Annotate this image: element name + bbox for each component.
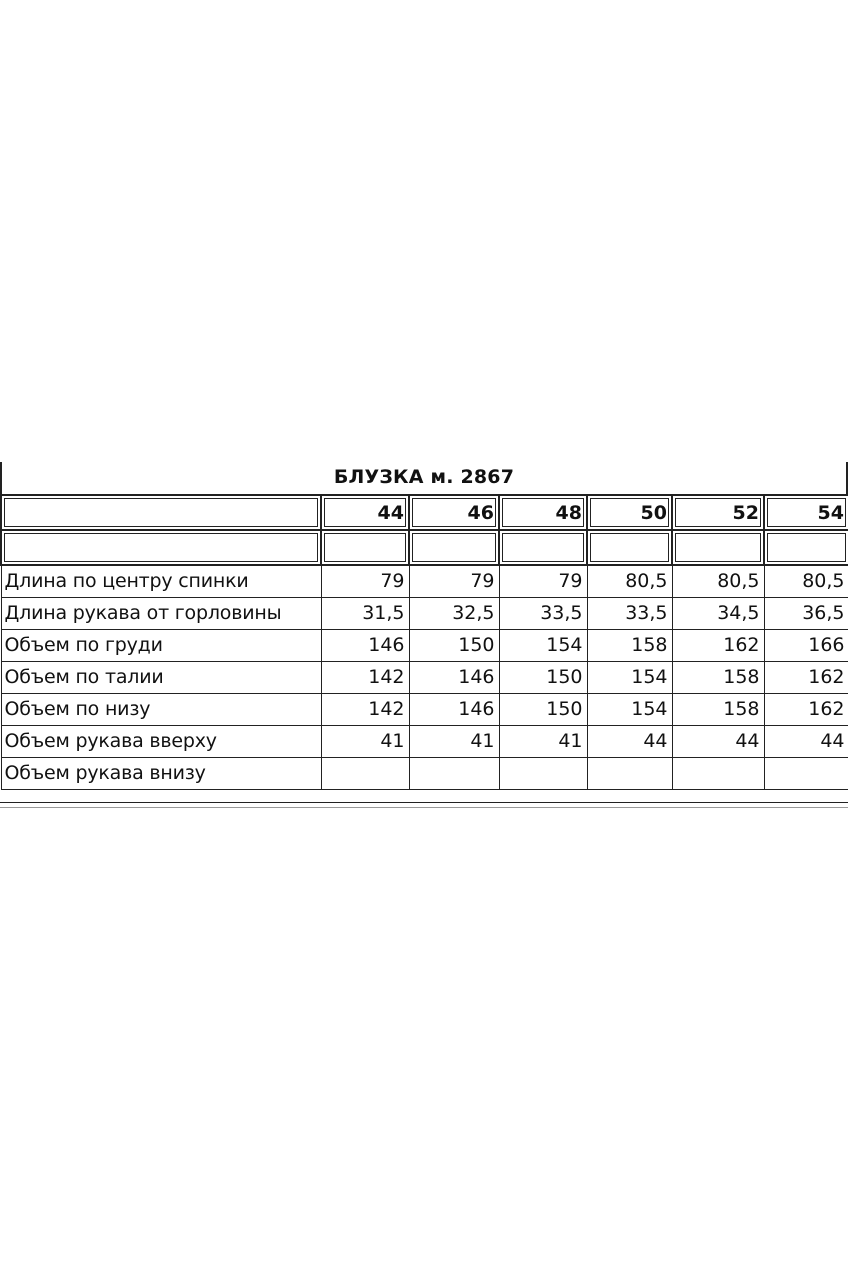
spacer-row bbox=[1, 530, 848, 565]
value-cell: 150 bbox=[499, 661, 587, 693]
header-corner-cell bbox=[1, 495, 321, 530]
value-cell bbox=[764, 757, 848, 789]
size-header-row bbox=[1, 495, 848, 530]
empty-cell bbox=[321, 530, 409, 565]
value-cell: 162 bbox=[672, 629, 764, 661]
row-label: Объем рукава вверху bbox=[1, 725, 321, 757]
value-cell: 154 bbox=[587, 661, 672, 693]
size-chart-sheet bbox=[0, 462, 848, 810]
value-cell: 162 bbox=[764, 693, 848, 725]
value-cell bbox=[321, 757, 409, 789]
value-cell: 158 bbox=[672, 693, 764, 725]
row-label: Объем по низу bbox=[1, 693, 321, 725]
value-cell: 41 bbox=[321, 725, 409, 757]
size-header-cell: 52 bbox=[672, 495, 764, 530]
value-cell: 146 bbox=[321, 629, 409, 661]
table-row bbox=[1, 693, 848, 725]
value-cell bbox=[409, 757, 499, 789]
size-table bbox=[0, 494, 848, 790]
empty-cell bbox=[587, 530, 672, 565]
empty-cell bbox=[409, 530, 499, 565]
value-cell: 146 bbox=[409, 661, 499, 693]
value-cell: 80,5 bbox=[587, 565, 672, 597]
value-cell: 44 bbox=[764, 725, 848, 757]
value-cell: 79 bbox=[499, 565, 587, 597]
value-cell: 34,5 bbox=[672, 597, 764, 629]
value-cell: 150 bbox=[409, 629, 499, 661]
table-row bbox=[1, 565, 848, 597]
value-cell: 150 bbox=[499, 693, 587, 725]
value-cell: 44 bbox=[587, 725, 672, 757]
value-cell: 79 bbox=[321, 565, 409, 597]
value-cell: 33,5 bbox=[499, 597, 587, 629]
value-cell: 162 bbox=[764, 661, 848, 693]
table-row bbox=[1, 757, 848, 789]
value-cell: 41 bbox=[409, 725, 499, 757]
value-cell: 31,5 bbox=[321, 597, 409, 629]
value-cell: 32,5 bbox=[409, 597, 499, 629]
size-header-cell: 48 bbox=[499, 495, 587, 530]
chart-title: БЛУЗКА м. 2867 bbox=[333, 466, 515, 488]
value-cell: 154 bbox=[587, 693, 672, 725]
value-cell: 44 bbox=[672, 725, 764, 757]
bottom-divider bbox=[0, 802, 848, 803]
value-cell: 166 bbox=[764, 629, 848, 661]
empty-cell bbox=[764, 530, 848, 565]
size-header-cell: 44 bbox=[321, 495, 409, 530]
value-cell: 142 bbox=[321, 661, 409, 693]
title-row bbox=[0, 462, 848, 494]
value-cell: 154 bbox=[499, 629, 587, 661]
value-cell: 158 bbox=[587, 629, 672, 661]
size-header-cell: 50 bbox=[587, 495, 672, 530]
value-cell: 33,5 bbox=[587, 597, 672, 629]
value-cell: 79 bbox=[409, 565, 499, 597]
value-cell: 146 bbox=[409, 693, 499, 725]
value-cell: 158 bbox=[672, 661, 764, 693]
size-header-cell: 46 bbox=[409, 495, 499, 530]
bottom-divider-faint bbox=[0, 807, 848, 808]
value-cell: 80,5 bbox=[764, 565, 848, 597]
row-label: Объем рукава внизу bbox=[1, 757, 321, 789]
value-cell bbox=[672, 757, 764, 789]
value-cell bbox=[587, 757, 672, 789]
empty-cell bbox=[672, 530, 764, 565]
value-cell bbox=[499, 757, 587, 789]
value-cell: 36,5 bbox=[764, 597, 848, 629]
row-label: Длина по центру спинки bbox=[1, 565, 321, 597]
table-row bbox=[1, 597, 848, 629]
table-row bbox=[1, 661, 848, 693]
table-row bbox=[1, 725, 848, 757]
value-cell: 80,5 bbox=[672, 565, 764, 597]
row-label: Длина рукава от горловины bbox=[1, 597, 321, 629]
row-label: Объем по груди bbox=[1, 629, 321, 661]
value-cell: 142 bbox=[321, 693, 409, 725]
size-header-cell: 54 bbox=[764, 495, 848, 530]
empty-cell bbox=[499, 530, 587, 565]
row-label: Объем по талии bbox=[1, 661, 321, 693]
value-cell: 41 bbox=[499, 725, 587, 757]
table-row bbox=[1, 629, 848, 661]
empty-cell bbox=[1, 530, 321, 565]
